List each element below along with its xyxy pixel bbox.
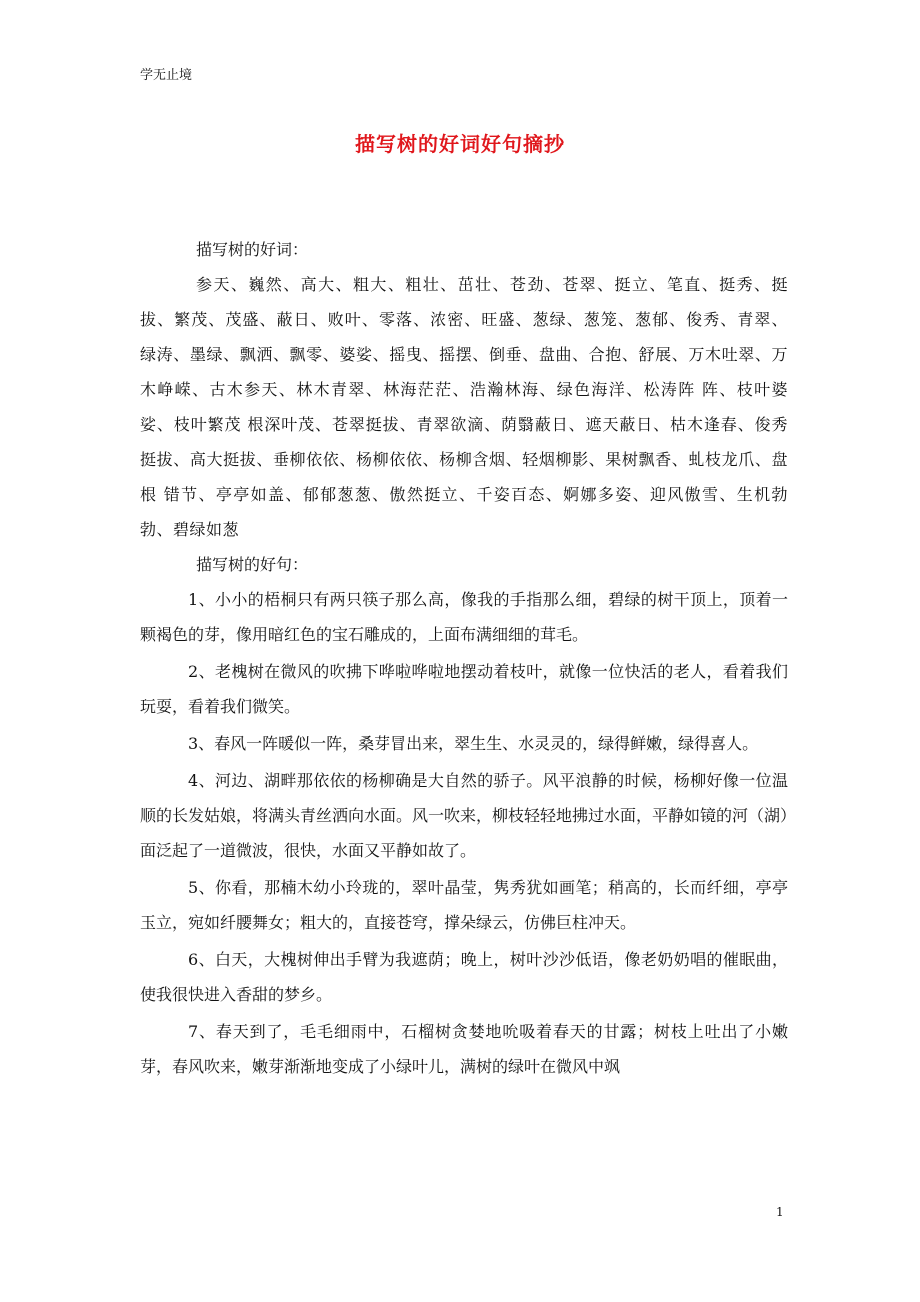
sentence-item: 2、老槐树在微风的吹拂下哗啦哗啦地摆动着枝叶，就像一位快活的老人，看着我们玩耍，看着我们微笑。: [140, 662, 788, 716]
sentence-item: 5、你看，那楠木幼小玲珑的，翠叶晶莹，隽秀犹如画笔；稍高的，长而纤细，亭亭玉立，宛如纤腰舞女；粗大的，直接苍穹，撑朵绿云，仿佛巨柱冲天。: [140, 878, 788, 932]
page-number: 1: [776, 1205, 784, 1219]
words-heading: 描写树的好词：: [196, 240, 309, 259]
document-body: [140, 232, 788, 1086]
document-title: 描写树的好词好句摘抄: [355, 132, 565, 156]
sentence-item: 7、春天到了，毛毛细雨中，石榴树贪婪地吮吸着春天的甘露；树枝上吐出了小嫩芽，春风吹来，嫩芽渐渐地变成了小绿叶儿，满树的绿叶在微风中飒: [140, 1022, 788, 1076]
sentence-item: 4、河边、湖畔那依依的杨柳确是大自然的骄子。风平浪静的时候，杨柳好像一位温顺的长发姑娘，将满头青丝洒向水面。风一吹来，柳枝轻轻地拂过水面，平静如镜的河（湖）面泛起了一道微波，很快，水面又平静如故了。: [140, 771, 789, 860]
sentence-item: 3、春风一阵暖似一阵，桑芽冒出来，翠生生、水灵灵的，绿得鲜嫩，绿得喜人。: [188, 734, 759, 753]
sentence-item: 1、小小的梧桐只有两只筷子那么高，像我的手指那么细，碧绿的树干顶上，顶着一颗褐色的芽，像用暗红色的宝石雕成的，上面布满细细的茸毛。: [140, 590, 788, 644]
words-paragraph: 参天、巍然、高大、粗大、粗壮、茁壮、苍劲、苍翠、挺立、笔直、挺秀、挺拔、繁茂、茂盛、蔽日、败叶、零落、浓密、旺盛、葱绿、葱笼、葱郁、俊秀、青翠、 绿涛、墨绿、飘洒、飘零、婆娑、摇曳、摇摆、倒垂、盘曲、合抱、舒展、万木吐翠、万木峥嵘、古木参天、林木青翠、林海茫茫、浩瀚林海、绿色海洋、松涛阵 阵、枝叶婆娑、枝叶繁茂 根深叶茂、苍翠挺拔、青翠欲滴、荫翳蔽日、遮天蔽日、枯木逢春、俊秀挺拔、高大挺拔、垂柳依依、杨柳依依、杨柳含烟、轻烟柳影、果树飘香、虬枝龙爪、盘根 错节、亭亭如盖、郁郁葱葱、傲然挺立、千姿百态、婀娜多姿、迎风傲雪、生机勃勃、碧绿如葱: [140, 275, 788, 539]
header-label: 学无止境: [140, 68, 193, 83]
sentences-heading: 描写树的好句：: [196, 555, 309, 574]
sentence-item: 6、白天，大槐树伸出手臂为我遮荫；晚上，树叶沙沙低语，像老奶奶唱的催眠曲，使我很快进入香甜的梦乡。: [140, 950, 788, 1004]
